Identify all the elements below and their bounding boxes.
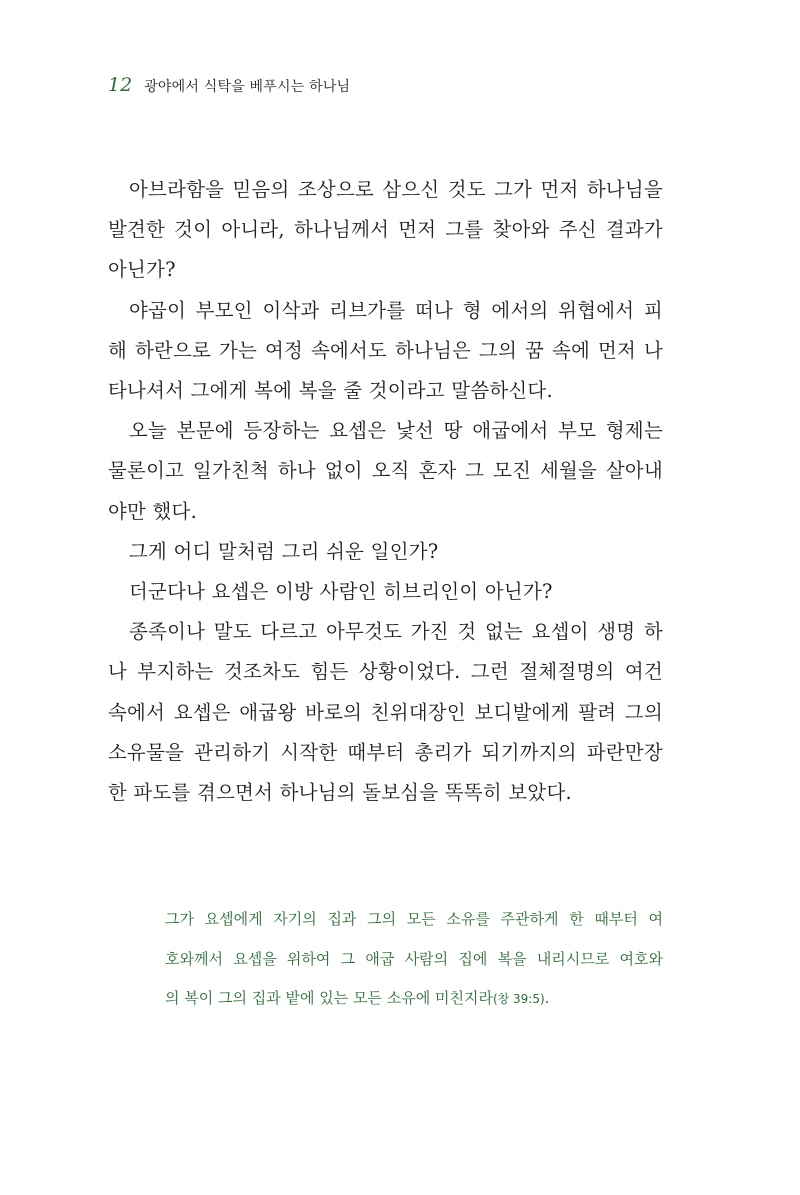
paragraph-6 bbox=[108, 612, 663, 813]
body-text bbox=[108, 170, 663, 813]
quote-line-last bbox=[165, 979, 663, 1020]
quote-line: 호와께서 요셉을 위하여 그 애굽 사람의 집에 복을 내리시므로 여호와 bbox=[165, 949, 663, 968]
paragraph-2 bbox=[108, 291, 663, 412]
paragraph-3 bbox=[108, 411, 663, 532]
text-line: 그게 어디 말처럼 그리 쉬운 일인가? bbox=[129, 539, 439, 563]
text-line: 종족이나 말도 다르고 아무것도 가진 것 없는 요셉이 생명 하 bbox=[129, 620, 663, 644]
text-line: 나 부지하는 것조차도 힘든 상황이었다. 그런 절체절명의 여건 bbox=[108, 660, 663, 684]
paragraph-5 bbox=[108, 572, 663, 612]
scripture-quote bbox=[165, 900, 663, 1020]
text-line: 야곱이 부모인 이삭과 리브가를 떠나 형 에서의 위협에서 피 bbox=[129, 298, 663, 322]
text-line: 발견한 것이 아니라, 하나님께서 먼저 그를 찾아와 주신 결과가 bbox=[108, 218, 663, 242]
quote-end-punct: . bbox=[544, 989, 550, 1007]
paragraph-4 bbox=[108, 532, 663, 572]
page-number: 12 bbox=[108, 74, 133, 96]
quote-line-text: 의 복이 그의 집과 밭에 있는 모든 소유에 미친지라 bbox=[165, 989, 493, 1007]
text-line: 소유물을 관리하기 시작한 때부터 총리가 되기까지의 파란만장 bbox=[108, 740, 663, 764]
text-line: 아닌가? bbox=[108, 258, 176, 282]
text-line: 물론이고 일가친척 하나 없이 오직 혼자 그 모진 세월을 살아내 bbox=[108, 459, 663, 483]
text-line: 한 파도를 겪으면서 하나님의 돌보심을 똑똑히 보았다. bbox=[108, 781, 572, 805]
text-line: 더군다나 요셉은 이방 사람인 히브리인이 아닌가? bbox=[129, 580, 553, 604]
text-line: 야만 했다. bbox=[108, 499, 198, 523]
running-title: 광야에서 식탁을 베푸시는 하나님 bbox=[144, 79, 351, 95]
quote-line: 그가 요셉에게 자기의 집과 그의 모든 소유를 주관하게 한 때부터 여 bbox=[165, 910, 663, 928]
text-line: 아브라함을 믿음의 조상으로 삼으신 것도 그가 먼저 하나님을 bbox=[129, 178, 663, 201]
text-line: 오늘 본문에 등장하는 요셉은 낯선 땅 애굽에서 부모 형제는 bbox=[129, 419, 663, 443]
paragraph-1 bbox=[108, 170, 663, 291]
scripture-reference: (창 39:5) bbox=[492, 992, 545, 1006]
text-line: 속에서 요셉은 애굽왕 바로의 친위대장인 보디발에게 팔려 그의 bbox=[108, 700, 663, 724]
text-line: 타나셔서 그에게 복에 복을 줄 것이라고 말씀하신다. bbox=[108, 379, 553, 403]
running-header bbox=[108, 74, 350, 104]
text-line: 해 하란으로 가는 여정 속에서도 하나님은 그의 꿈 속에 먼저 나 bbox=[108, 338, 663, 362]
